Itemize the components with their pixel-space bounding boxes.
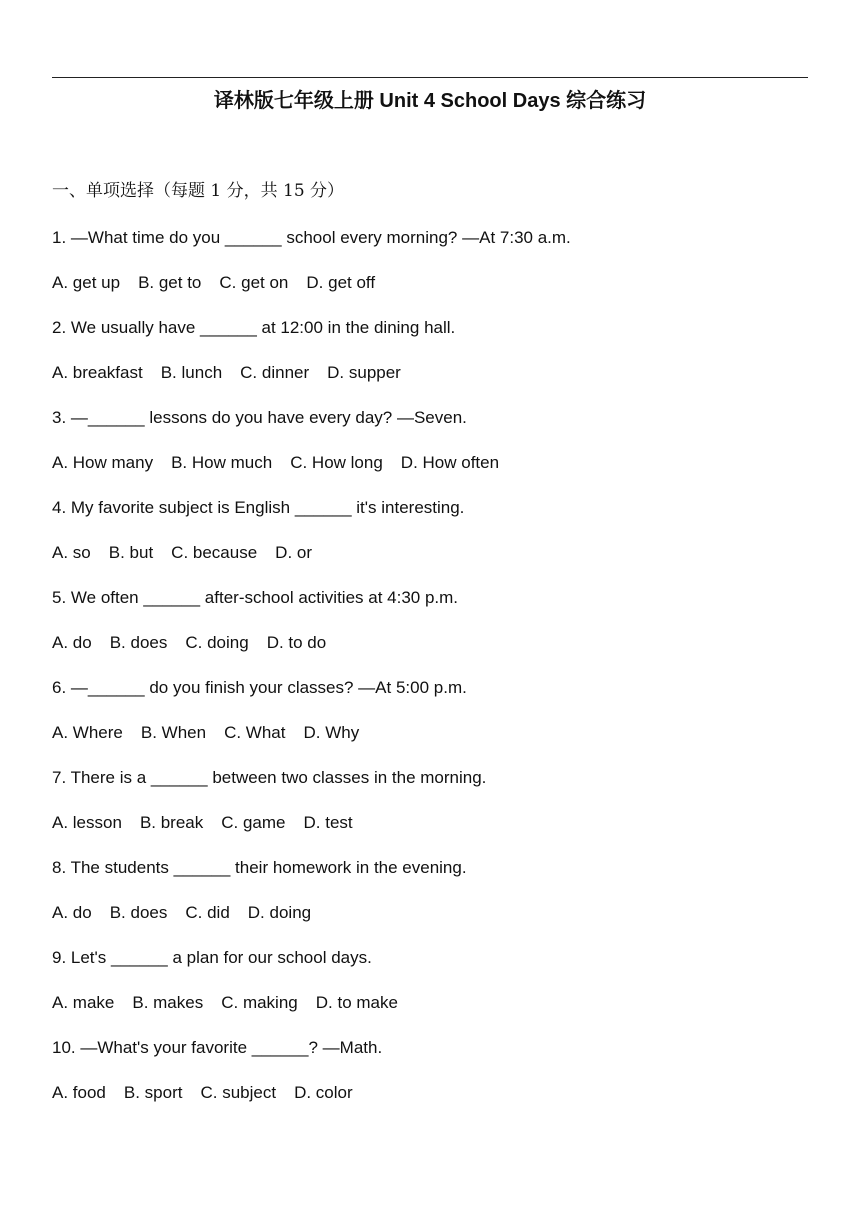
question-options (52, 987, 822, 1032)
question-options (52, 717, 822, 762)
question-options (52, 267, 822, 312)
option-c: C. game (221, 813, 286, 832)
question-stem: 5. We often ______ after-school activities at 4:30 p.m. (52, 588, 459, 607)
question-stem: 7. There is a ______ between two classes in the morning. (52, 768, 487, 787)
question-item (52, 852, 822, 942)
option-c: C. because (171, 543, 258, 562)
option-a: A. How many (52, 453, 154, 472)
question-stem: 10. —What's your favorite ______? —Math. (52, 1038, 383, 1057)
question-item (52, 1032, 822, 1122)
option-a: A. food (52, 1083, 106, 1102)
question-stem: 2. We usually have ______ at 12:00 in the dining hall. (52, 318, 456, 337)
question-stem: 4. My favorite subject is English ______ it's interesting. (52, 498, 465, 517)
option-d: D. supper (327, 363, 401, 382)
option-d: D. test (303, 813, 353, 832)
question-item (52, 402, 822, 492)
option-b: B. sport (123, 1083, 183, 1102)
option-d: D. get off (306, 273, 376, 292)
question-options (52, 357, 822, 402)
option-b: B. but (108, 543, 154, 562)
option-c: C. How long (290, 453, 383, 472)
option-a: A. make (52, 993, 115, 1012)
option-b: B. get to (138, 273, 202, 292)
question-stem: 9. Let's ______ a plan for our school days. (52, 948, 372, 967)
option-b: B. lunch (160, 363, 223, 382)
option-c: C. doing (185, 633, 249, 652)
option-d: D. How often (400, 453, 500, 472)
question-item (52, 222, 822, 312)
question-stem: 8. The students ______ their homework in the evening. (52, 858, 467, 877)
option-c: C. did (185, 903, 230, 922)
option-b: B. When (140, 723, 207, 742)
question-item (52, 942, 822, 1032)
option-c: C. dinner (240, 363, 310, 382)
option-d: D. doing (247, 903, 312, 922)
option-c: C. get on (219, 273, 289, 292)
question-item (52, 312, 822, 402)
option-c: C. subject (200, 1083, 277, 1102)
option-d: D. Why (303, 723, 360, 742)
option-b: B. makes (132, 993, 204, 1012)
question-list (52, 222, 822, 1122)
option-a: A. so (52, 543, 91, 562)
question-stem: 1. —What time do you ______ school every morning? —At 7:30 a.m. (52, 228, 571, 247)
section-heading: 一、单项选择（每题 1 分，共 15 分） (52, 181, 345, 201)
option-a: A. lesson (52, 813, 122, 832)
question-options (52, 627, 822, 672)
question-stem: 6. —______ do you finish your classes? —At 5:00 p.m. (52, 678, 467, 697)
option-b: B. break (139, 813, 204, 832)
question-options (52, 447, 822, 492)
option-a: A. get up (52, 273, 121, 292)
option-d: D. to make (315, 993, 398, 1012)
question-stem: 3. —______ lessons do you have every day? —Seven. (52, 408, 467, 427)
question-options (52, 1077, 822, 1122)
question-item (52, 492, 822, 582)
option-b: B. How much (171, 453, 273, 472)
option-d: D. to do (266, 633, 327, 652)
question-options (52, 897, 822, 942)
option-a: A. do (52, 633, 92, 652)
question-item (52, 762, 822, 852)
option-d: D. or (275, 543, 313, 562)
option-b: B. does (109, 633, 168, 652)
option-d: D. color (294, 1083, 353, 1102)
question-item (52, 582, 822, 672)
option-a: A. breakfast (52, 363, 143, 382)
question-item (52, 672, 822, 762)
option-c: C. What (224, 723, 286, 742)
question-options (52, 537, 822, 582)
question-options (52, 807, 822, 852)
option-a: A. Where (52, 723, 123, 742)
option-b: B. does (109, 903, 168, 922)
option-c: C. making (221, 993, 298, 1012)
option-a: A. do (52, 903, 92, 922)
header-rule (52, 77, 808, 78)
page-title: 译林版七年级上册 Unit 4 School Days 综合练习 (213, 90, 647, 112)
